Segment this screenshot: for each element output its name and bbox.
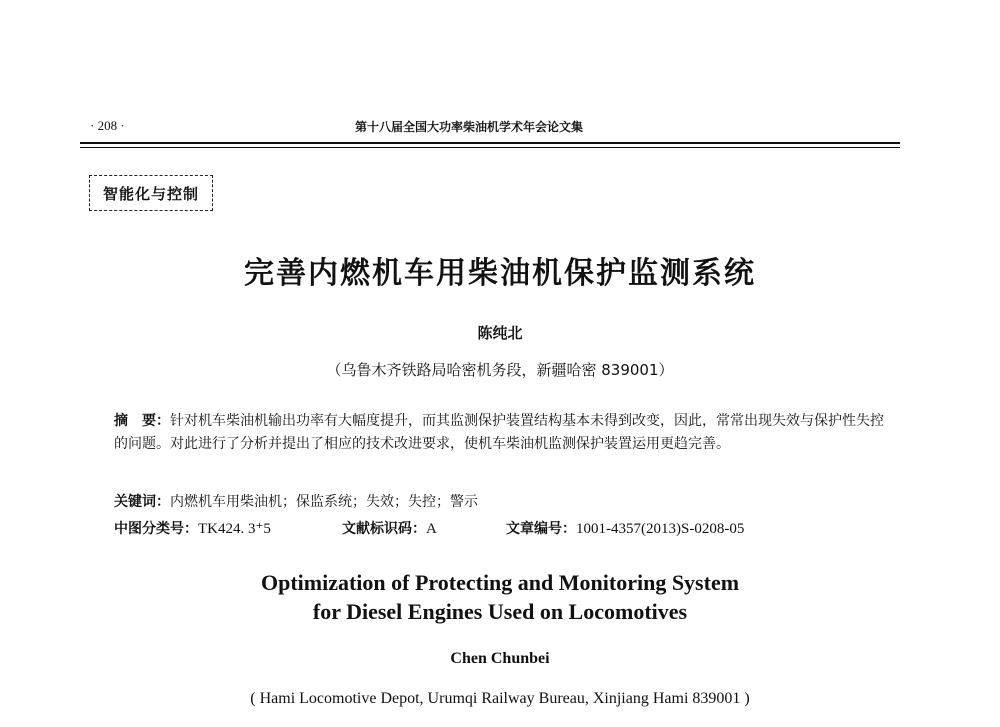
classification-line [114,518,894,538]
running-head [0,118,1000,138]
keywords-label: 关键词： [114,494,170,510]
keywords [114,491,478,511]
paper-title-en-line1: Optimization of Protecting and Monitoring System [260,570,740,595]
clc-label: 中图分类号： [114,521,198,537]
author-cn: 陈纯北 [477,324,523,342]
abstract-text: 针对机车柴油机输出功率有大幅度提升，而其监测保护装置结构基本未得到改变，因此，常常出现失效与保护性失控的问题。对此进行了分析并提出了相应的技术改进要求，使机车柴油机监测保护装置运用更趋完善。 [114,413,884,452]
abstract [114,410,884,456]
affiliation-cn: （乌鲁木齐铁路局哈密机务段，新疆哈密 839001） [326,361,674,379]
keywords-text: 内燃机车用柴油机；保监系统；失效；失控；警示 [170,494,478,510]
journal-title: 第十八届全国大功率柴油机学术年会论文集 [355,120,584,134]
affiliation-en: ( Hami Locomotive Depot, Urumqi Railway Bureau, Xinjiang Hami 839001 ) [250,690,750,707]
header-rule-thin [80,147,900,148]
clc-value: TK424. 3⁺5 [198,521,271,537]
paper-title-en [0,568,1000,626]
header-rule-thick [80,142,900,144]
author-en: Chen Chunbei [450,650,550,667]
paper-title-en-line2: for Diesel Engines Used on Locomotives [312,599,688,624]
article-number-value: 1001-4357(2013)S-0208-05 [576,521,745,537]
document-code-label: 文献标识码： [342,521,426,537]
paper-title-cn: 完善内燃机车用柴油机保护监测系统 [244,256,756,291]
abstract-label: 摘 要： [114,413,170,429]
page-number: · 208 · [90,118,125,133]
document-code [342,518,437,538]
article-number-label: 文章编号： [506,521,576,537]
clc-number [114,518,271,538]
section-tag: 智能化与控制 [89,175,213,211]
article-number [506,518,744,538]
document-code-value: A [426,521,437,537]
